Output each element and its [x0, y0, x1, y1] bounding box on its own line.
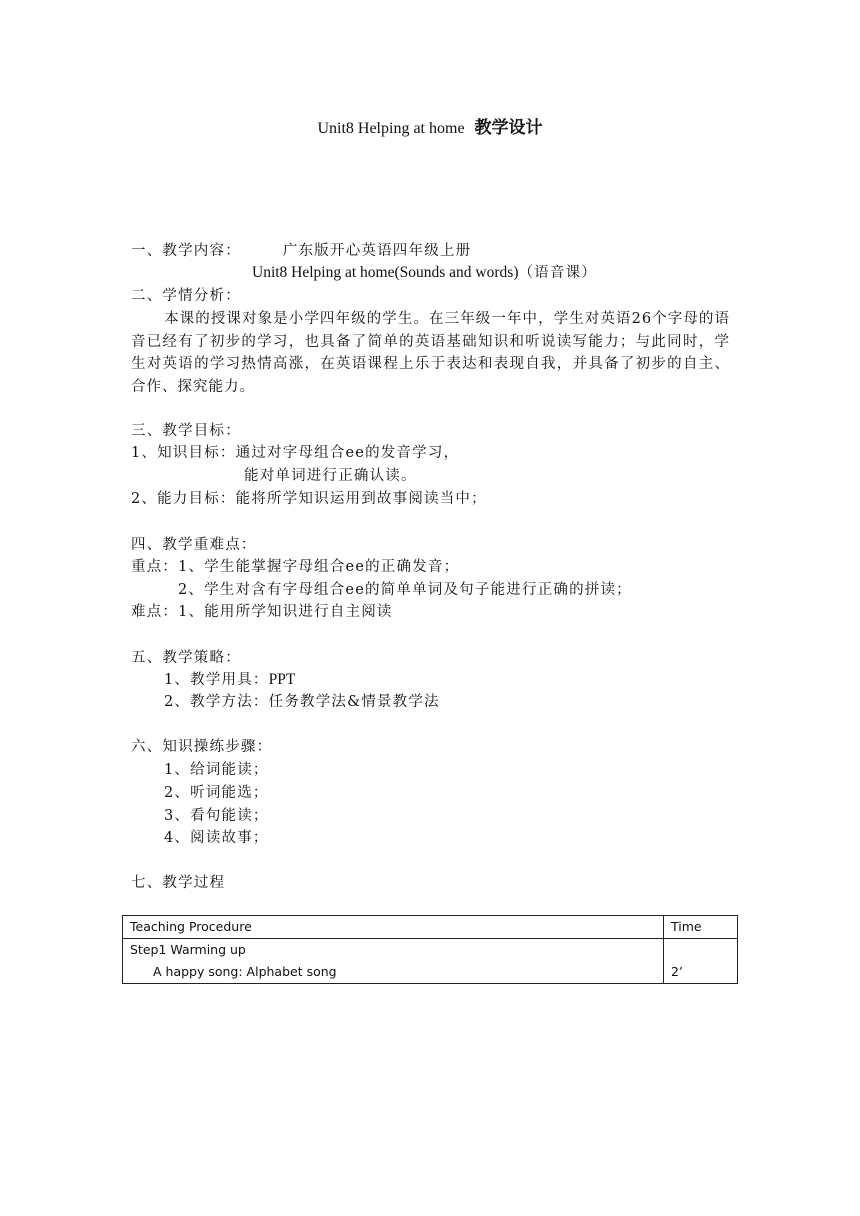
goal2-label: 2、能力目标：: [131, 491, 236, 507]
section1-textbook: 广东版开心英语四年级上册: [282, 243, 472, 259]
goal1-line: [131, 443, 459, 463]
section1-lesson-type: （语音课）: [518, 265, 597, 281]
section2-heading: 二、学情分析：: [131, 288, 241, 304]
key-label: 重点：: [131, 559, 179, 575]
table-row: [123, 939, 738, 984]
strategy-item-1-label: 1、教学用具：: [164, 672, 269, 688]
strategy-item-1-value: PPT: [268, 671, 296, 688]
step1-time-cell: [664, 939, 738, 984]
section3-heading: 三、教学目标：: [131, 423, 241, 439]
table-header-row: [123, 916, 738, 939]
section2-paragraph: [131, 308, 730, 398]
header-time-text: Time: [671, 919, 702, 934]
step1-title: Step1 Warming up: [130, 942, 246, 957]
title-english: Unit8 Helping at home: [317, 120, 465, 137]
key-point-2: 2、学生对含有字母组合ee的简单单词及句子能进行正确的拼读；: [178, 582, 632, 598]
goal1-text: 通过对字母组合ee的发音学习，: [235, 445, 460, 461]
difficulty-line: [131, 602, 393, 622]
practice-step: 4、阅读故事；: [164, 830, 269, 846]
section1-heading: 一、教学内容：: [131, 243, 241, 259]
key-point-1: 1、学生能掌握字母组合ee的正确发音；: [178, 559, 460, 575]
header-procedure: [123, 916, 664, 939]
teaching-procedure-table: [122, 915, 738, 984]
section1-lesson-line: [252, 263, 597, 283]
goal2-line: [131, 489, 487, 509]
document-title: [0, 118, 860, 139]
goal1-line2: 能对单词进行正确认读。: [244, 468, 417, 484]
key-point-line1: [131, 557, 459, 577]
section7-heading: 七、教学过程: [131, 875, 226, 891]
goal2-text: 能将所学知识运用到故事阅读当中；: [235, 491, 487, 507]
section6-heading: 六、知识操练步骤：: [131, 739, 273, 755]
difficulty-1: 1、能用所学知识进行自主阅读: [178, 604, 393, 620]
title-chinese: 教学设计: [474, 118, 543, 138]
difficulty-label: 难点：: [131, 604, 179, 620]
step1-detail: A happy song: Alphabet song: [153, 964, 337, 979]
step1-time: 2’: [671, 964, 683, 979]
header-procedure-text: Teaching Procedure: [130, 919, 252, 934]
practice-step: 3、看句能读；: [164, 808, 269, 824]
goal1-label: 1、知识目标：: [131, 445, 236, 461]
step1-cell: [123, 939, 664, 984]
section4-heading: 四、教学重难点：: [131, 537, 257, 553]
section1-line: [131, 241, 471, 261]
section5-heading: 五、教学策略：: [131, 650, 241, 666]
section2-paragraph-text: 本课的授课对象是小学四年级的学生。在三年级一年中，学生对英语26个字母的语音已经有了初步的学习，也具备了简单的英语基础知识和听说读写能力；与此同时，学生对英语的学习热情高涨，在英语课程上乐于表达和表现自我，并具备了初步的自主、合作、探究能力。: [131, 311, 730, 395]
strategy-item-2: 2、教学方法：任务教学法&情景教学法: [164, 694, 440, 710]
section1-lesson-en: Unit8 Helping at home(Sounds and words): [252, 264, 519, 281]
practice-step: 2、听词能选；: [164, 785, 269, 801]
strategy-item-1: [164, 670, 295, 690]
header-time: [664, 916, 738, 939]
practice-step: 1、给词能读；: [164, 762, 269, 778]
